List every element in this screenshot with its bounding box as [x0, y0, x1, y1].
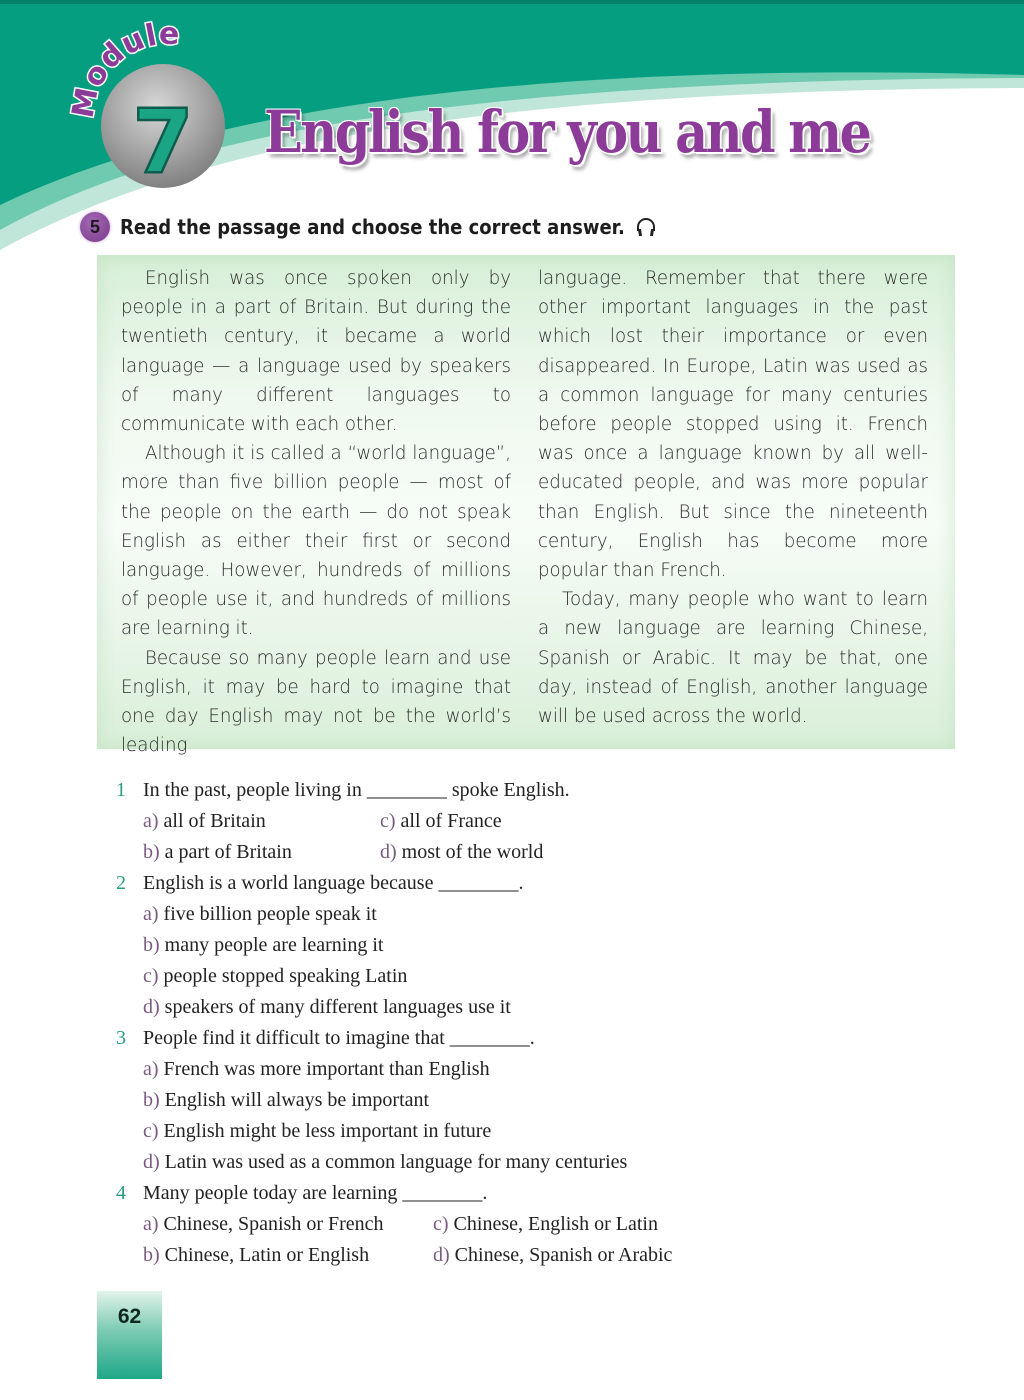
step-number-badge: 5	[80, 212, 110, 242]
option[interactable]: a) five billion people speak it	[143, 903, 377, 925]
passage-paragraph: Because so many people learn and use English, it may be hard to imagine that one day English may not be the world’s leading	[121, 647, 511, 757]
question-3	[116, 1023, 672, 1054]
passage-left-column	[121, 264, 511, 760]
page-number: 62	[117, 1305, 142, 1328]
question-number: 2	[116, 872, 126, 894]
module-badge	[65, 16, 230, 198]
question-number: 1	[116, 779, 126, 801]
question-2	[116, 868, 672, 899]
option[interactable]: c) English might be less important in future	[143, 1120, 492, 1142]
instruction-text: Read the passage and choose the correct answer.	[120, 215, 625, 239]
passage-right-column	[538, 264, 928, 731]
passage-paragraph: Today, many people who want to learn a new language are learning Chinese, Spanish or Arabic. It may be that, one day, instead of English, another language will be used across the world.	[538, 589, 928, 728]
option[interactable]: b) English will always be important	[143, 1089, 430, 1111]
option[interactable]: d) Chinese, Spanish or Arabic	[433, 1244, 673, 1266]
option[interactable]: a) Chinese, Spanish or French	[143, 1213, 384, 1235]
option[interactable]: d) speakers of many different languages use it	[143, 996, 511, 1018]
passage-paragraph: language. Remember that there were other important languages in the past which lost their importance or even disappeared. In Europe, Latin was used as a common language for many centuries before people stopped using it. French was once a language known by all well-educated people, and was more popular than English. But since the nineteenth century, English has become more popular than French.	[538, 268, 928, 582]
question-1	[116, 775, 672, 806]
headphones-icon[interactable]	[634, 215, 658, 239]
questions-list	[116, 775, 672, 1271]
option[interactable]: a) all of Britain	[143, 810, 266, 832]
question-number: 3	[116, 1027, 126, 1049]
option[interactable]: c) people stopped speaking Latin	[143, 965, 408, 987]
option[interactable]: a) French was more important than English	[143, 1058, 490, 1080]
option[interactable]: b) Chinese, Latin or English	[143, 1244, 370, 1266]
question-4	[116, 1178, 672, 1209]
option[interactable]: c) all of France	[380, 810, 502, 832]
question-text: People find it difficult to imagine that ________.	[143, 1027, 535, 1049]
option[interactable]: b) a part of Britain	[143, 841, 292, 863]
passage-paragraph: English was once spoken only by people in a part of Britain. But during the twentieth century, it became a world language — a language used by speakers of many different languages to communicate with each other.	[121, 268, 511, 436]
question-text: English is a world language because ________.	[143, 872, 524, 894]
instruction	[80, 212, 681, 242]
question-text: In the past, people living in ________ spoke English.	[143, 779, 570, 801]
option[interactable]: d) most of the world	[380, 841, 544, 863]
module-number: 7	[132, 90, 194, 193]
option[interactable]: d) Latin was used as a common language for many centuries	[143, 1151, 628, 1173]
question-number: 4	[116, 1182, 126, 1204]
module-word: Module	[65, 16, 181, 121]
option[interactable]: b) many people are learning it	[143, 934, 384, 956]
page-title: English for you and me	[264, 98, 870, 166]
page-number-tab	[97, 1291, 162, 1379]
option[interactable]: c) Chinese, English or Latin	[433, 1213, 658, 1235]
passage-paragraph: Although it is called a “world language”, more than five billion people — most of the people on the earth — do not speak English as either their first or second language. However, hundreds of millions of people use it, and hundreds of millions are learning it.	[121, 443, 511, 640]
question-text: Many people today are learning ________.	[143, 1182, 488, 1204]
